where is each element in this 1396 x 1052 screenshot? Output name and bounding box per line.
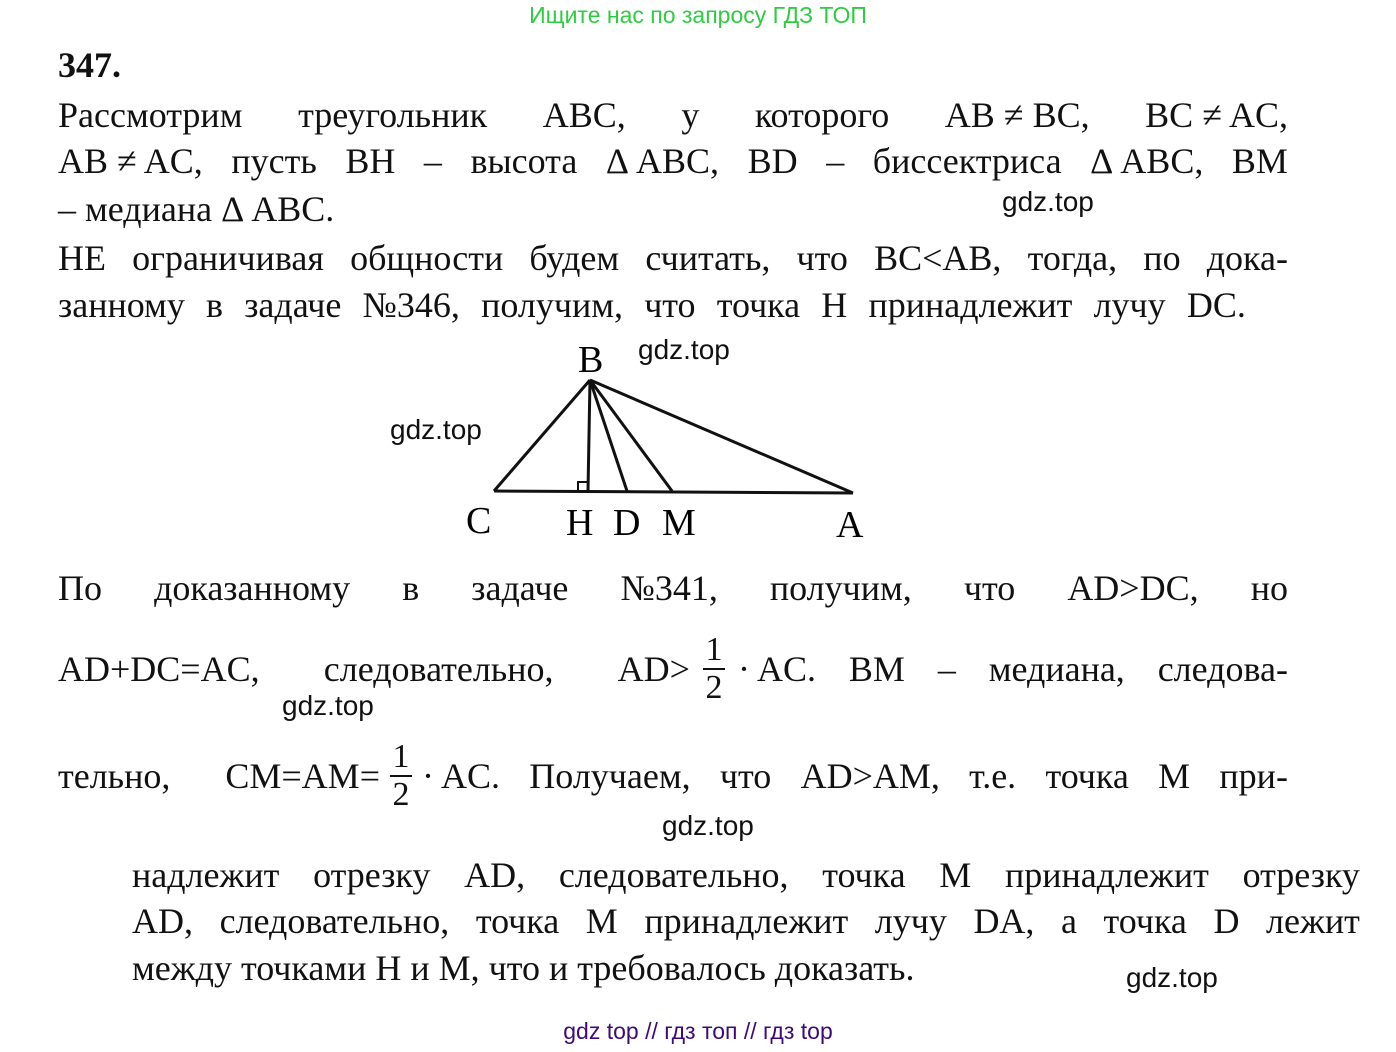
word: M: [939, 855, 972, 895]
word: Получаем,: [529, 756, 691, 796]
word: следова-: [1157, 649, 1288, 689]
watermark: gdz.top: [390, 414, 482, 445]
right-angle-mark: [578, 482, 588, 491]
word: что: [644, 285, 696, 325]
word: лучу: [874, 901, 947, 941]
word: BM: [1231, 141, 1288, 181]
word: считать,: [645, 238, 771, 278]
word: AB ≠ BC,: [944, 95, 1090, 135]
word: AD>AM,: [800, 756, 940, 796]
word: общности: [350, 238, 504, 278]
footer-links[interactable]: gdz top // гдз топ // гдз top: [563, 1018, 833, 1044]
word: которого: [754, 95, 890, 135]
word: задаче: [471, 568, 569, 608]
word: задаче: [244, 285, 342, 325]
text-line-9: [132, 853, 1360, 897]
watermark: gdz.top: [638, 334, 730, 365]
label-h: H: [566, 502, 594, 544]
word: точка: [716, 285, 801, 325]
word: следовательно,: [219, 901, 450, 941]
word: но: [1250, 568, 1288, 608]
word: надлежит: [132, 855, 280, 895]
word: т.е.: [969, 756, 1017, 796]
word: пусть: [231, 141, 317, 181]
bisector-bd: [590, 380, 627, 491]
word: принадлежит: [644, 901, 849, 941]
side-ba: [590, 380, 853, 493]
word: отрезку: [313, 855, 431, 895]
word: НЕ: [58, 238, 106, 278]
word: что: [796, 238, 848, 278]
label-a: A: [836, 504, 864, 546]
numerator: 1: [705, 631, 723, 668]
word: высота: [470, 141, 578, 181]
fraction-one-half: [390, 739, 412, 813]
word: BC<AB,: [874, 238, 1002, 278]
word: занному: [58, 285, 185, 325]
search-banner[interactable]: Ищите нас по запросу ГДЗ ТОП: [529, 2, 867, 28]
word: ABC,: [542, 95, 626, 135]
word: лежит: [1266, 901, 1360, 941]
label-d: D: [613, 502, 641, 544]
word: №346,: [362, 285, 460, 325]
word: №341,: [620, 568, 718, 608]
text-line-7: [58, 624, 1288, 714]
label-c: C: [466, 500, 492, 542]
word: следовательно,: [558, 855, 789, 895]
word: у: [681, 95, 700, 135]
word: M: [585, 901, 618, 941]
line-8-part-b: [422, 754, 1288, 798]
word: DC.: [1186, 285, 1246, 325]
text-line-11: между точками H и M, что и требовалось доказать.: [132, 948, 915, 988]
word: AD,: [464, 855, 526, 895]
word: при-: [1219, 756, 1288, 796]
line-8-part-a: [58, 754, 380, 798]
word: –: [423, 141, 442, 181]
word: DA,: [973, 901, 1035, 941]
word: в: [206, 285, 224, 325]
word: что: [963, 568, 1016, 608]
word: точка: [475, 901, 560, 941]
watermark: gdz.top: [1002, 186, 1094, 217]
word: BC ≠ AC,: [1145, 95, 1288, 135]
fraction-one-half: [703, 632, 725, 706]
altitude-bh: [588, 380, 590, 491]
word: D: [1213, 901, 1240, 941]
word: следовательно,: [323, 649, 554, 689]
word: получим,: [769, 568, 912, 608]
word: в: [402, 568, 420, 608]
word: по: [1143, 238, 1181, 278]
word: получим,: [481, 285, 623, 325]
denominator: 2: [392, 776, 410, 813]
word: доказанному: [154, 568, 351, 608]
word: M: [1158, 756, 1191, 796]
word: принадлежит: [868, 285, 1073, 325]
word: Δ ABC,: [605, 141, 720, 181]
word: H: [821, 285, 848, 325]
word: будем: [529, 238, 620, 278]
word: медиана,: [988, 649, 1125, 689]
line-7-part-b: [738, 647, 1288, 691]
word: AD>DC,: [1067, 568, 1199, 608]
word: CM=AM=: [225, 756, 380, 796]
word: отрезку: [1242, 855, 1360, 895]
label-b: B: [578, 339, 604, 381]
watermark: gdz.top: [282, 690, 374, 721]
word: ограничивая: [132, 238, 324, 278]
word: дока-: [1206, 238, 1288, 278]
word: BH: [345, 141, 396, 181]
line-7-part-a: [58, 647, 690, 691]
word: По: [58, 568, 102, 608]
word: · AC.: [422, 756, 501, 796]
text-line-10: [132, 899, 1360, 943]
watermark: gdz.top: [662, 810, 754, 841]
word: AD,: [132, 901, 193, 941]
word: биссектриса: [872, 141, 1062, 181]
label-m: M: [662, 502, 696, 544]
word: тогда,: [1027, 238, 1118, 278]
word: BD: [747, 141, 798, 181]
word: треугольник: [298, 95, 488, 135]
word: AD+DC=AC,: [58, 649, 260, 689]
word: а: [1061, 901, 1077, 941]
word: тельно,: [58, 756, 171, 796]
word: точка: [1103, 901, 1187, 941]
word: AD>: [617, 649, 690, 689]
watermark: gdz.top: [1126, 962, 1218, 993]
word: лучу: [1093, 285, 1166, 325]
text-line-8: [58, 731, 1288, 821]
word: Δ ABC,: [1090, 141, 1204, 181]
word: BM: [848, 649, 905, 689]
text-line-6: [58, 566, 1288, 610]
problem-number: 347.: [58, 45, 121, 85]
word: –: [826, 141, 845, 181]
word: точка: [1045, 756, 1129, 796]
word: Рассмотрим: [58, 95, 243, 135]
word: AB ≠ AC,: [58, 141, 203, 181]
word: что: [719, 756, 772, 796]
denominator: 2: [705, 669, 723, 706]
word: принадлежит: [1005, 855, 1209, 895]
numerator: 1: [392, 738, 410, 775]
word: · AC.: [738, 649, 817, 689]
word: –: [937, 649, 956, 689]
word: точка: [822, 855, 906, 895]
text-line-3: – медиана Δ ABC.: [58, 189, 335, 229]
side-bc: [494, 380, 590, 491]
side-ca: [494, 491, 853, 493]
